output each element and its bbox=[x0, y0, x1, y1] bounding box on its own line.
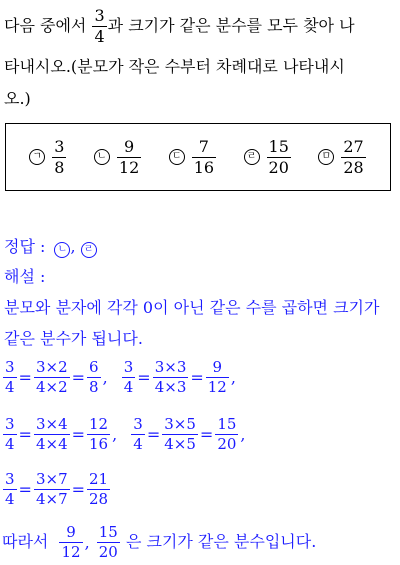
circled-marker-e: ㅁ bbox=[318, 149, 334, 165]
answer-line: 정답 : ㄴ , ㄹ bbox=[4, 236, 97, 258]
option-b[interactable] bbox=[94, 136, 142, 177]
explanation-text-2: 같은 분수가 됩니다. bbox=[4, 329, 143, 348]
conclusion-suffix: 은 크기가 같은 분수입니다. bbox=[125, 532, 317, 551]
question-line-1 bbox=[4, 6, 355, 46]
question-prefix: 다음 중에서 bbox=[4, 16, 87, 35]
question-target-fraction: $\frac{3}{4}$ bbox=[94, 6, 105, 46]
option-d-fraction: $\frac{15}{20}$ bbox=[268, 136, 289, 177]
explanation-text-1: 분모와 분자에 각각 0이 아닌 같은 수를 곱하면 크기가 bbox=[4, 298, 380, 317]
option-a-fraction: $\frac{3}{8}$ bbox=[54, 136, 65, 177]
equation-row-1: $\frac{3}{4}$ = $\frac{3\times 2}{4\times 2}$ = $\frac{6}{8}$ , $\frac{3}{4}$ = $\frac{3\times 3}{4\times 3}$ = $\frac{9}{12}$ , bbox=[5, 358, 236, 396]
answer-marker-2: ㄹ bbox=[81, 242, 97, 258]
equation-row-2: $\frac{3}{4}$ = $\frac{3\times 4}{4\times 4}$ = $\frac{12}{16}$ , $\frac{3}{4}$ = $\frac{3\times 5}{4\times 5}$ = $\frac{15}{20}$ , bbox=[5, 415, 246, 453]
answer-label: 정답 : bbox=[4, 237, 46, 256]
equation-row-3: $\frac{3}{4}$ = $\frac{3\times 7}{4\times 7}$ = $\frac{21}{28}$ bbox=[5, 470, 109, 508]
option-d[interactable] bbox=[244, 136, 292, 177]
option-a[interactable] bbox=[29, 136, 67, 177]
options-box bbox=[5, 123, 391, 191]
option-b-fraction: $\frac{9}{12}$ bbox=[118, 136, 140, 177]
conclusion-line: 따라서 $\frac{9}{12}$ , $\frac{15}{20}$ 은 크기가 같은 분수입니다. bbox=[2, 523, 317, 561]
circled-marker-d: ㄹ bbox=[244, 149, 260, 165]
answer-marker-1: ㄴ bbox=[54, 242, 70, 258]
option-e[interactable] bbox=[318, 136, 366, 177]
question-line-2: 타내시오.(분모가 작은 수부터 차례대로 나타내시 bbox=[4, 57, 345, 76]
conclusion-prefix: 따라서 bbox=[2, 532, 49, 551]
option-c[interactable] bbox=[169, 136, 217, 177]
explanation-label: 해설 : bbox=[4, 267, 46, 286]
question-suffix: 과 크기가 같은 분수를 모두 찾아 나 bbox=[107, 16, 355, 35]
circled-marker-c: ㄷ bbox=[169, 149, 185, 165]
option-e-fraction: $\frac{27}{28}$ bbox=[343, 136, 364, 177]
circled-marker-a: ㄱ bbox=[29, 149, 45, 165]
circled-marker-b: ㄴ bbox=[94, 149, 110, 165]
option-c-fraction: $\frac{7}{16}$ bbox=[193, 136, 215, 177]
question-line-3: 오.) bbox=[4, 89, 31, 108]
